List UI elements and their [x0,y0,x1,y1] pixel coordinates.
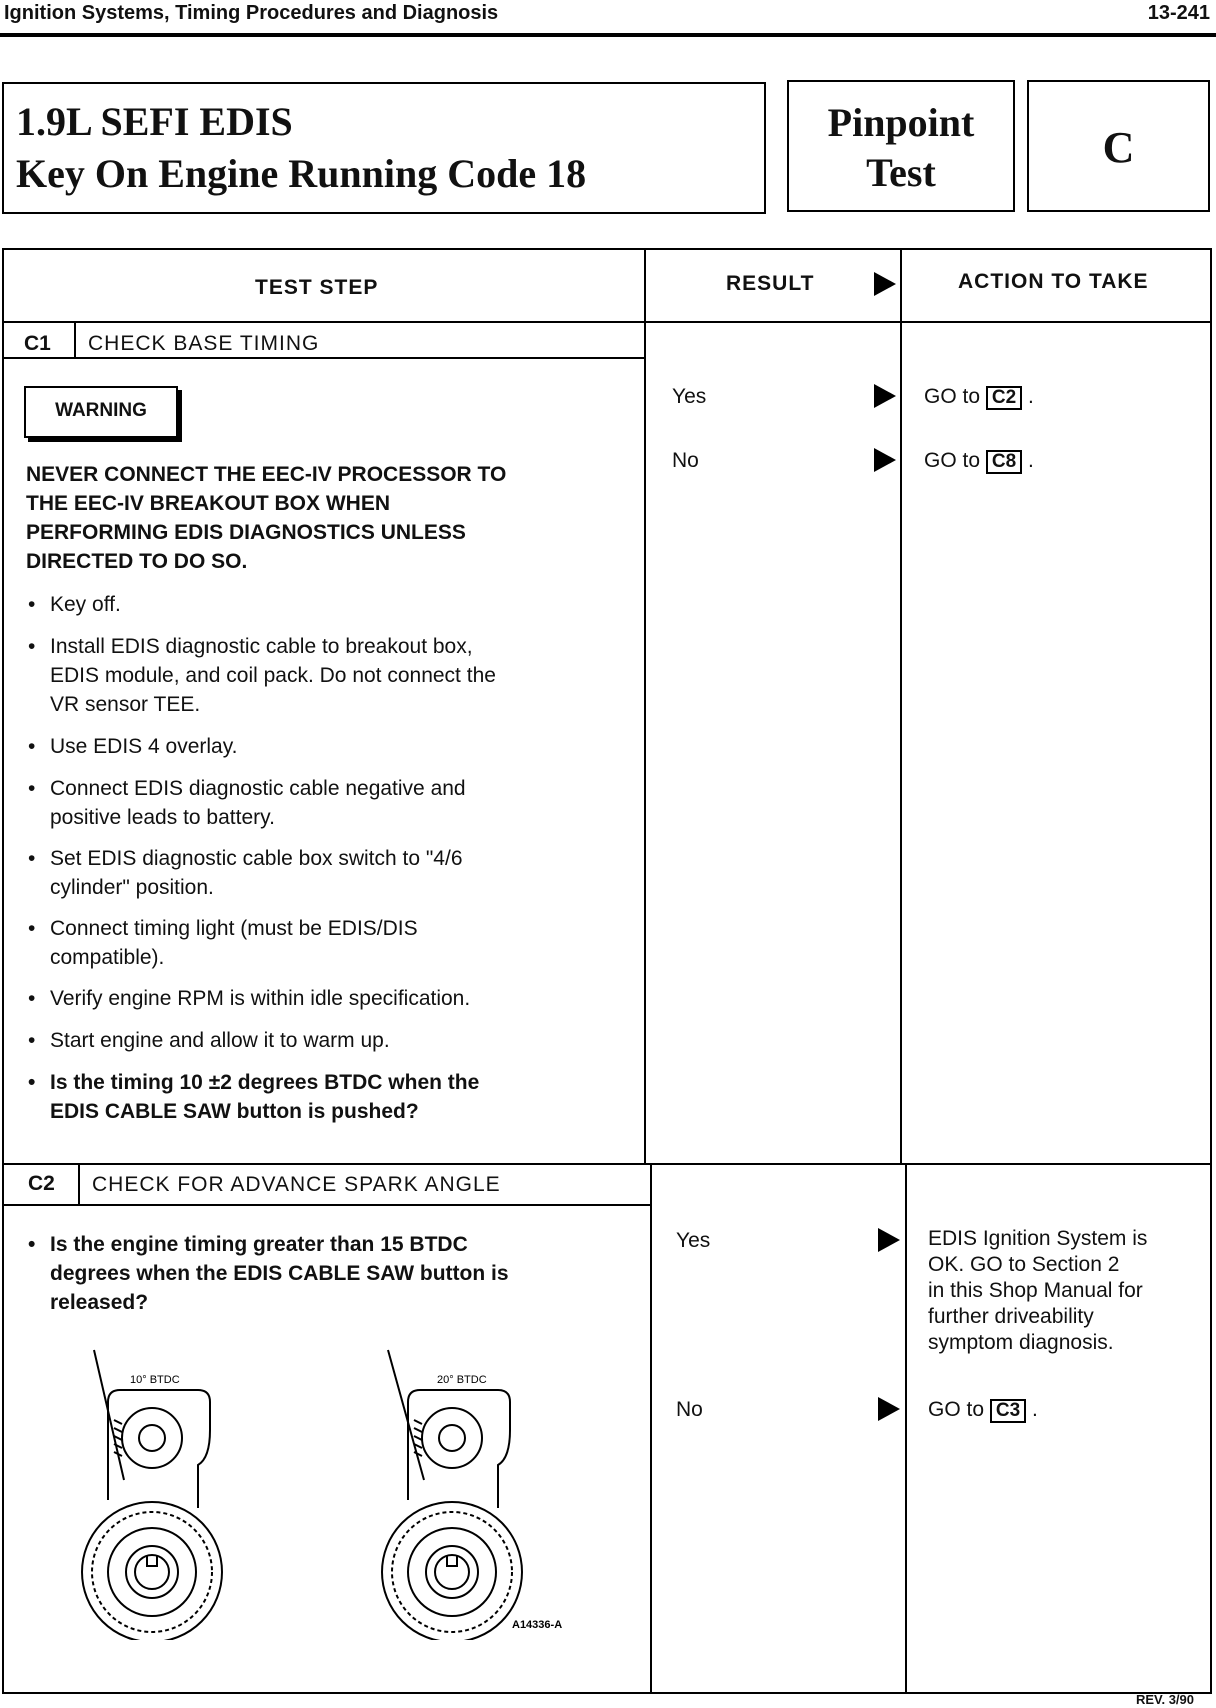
bullet-text: compatible). [50,946,165,969]
warning-text [26,460,506,576]
bullet-text: • Start engine and allow it to warm up. [50,1029,390,1052]
result-no-c2: No [676,1398,703,1421]
step-title-c2: CHECK FOR ADVANCE SPARK ANGLE [92,1173,501,1196]
result-arrow-icon [874,384,896,408]
warning-line: NEVER CONNECT THE EEC-IV PROCESSOR TO [26,463,507,486]
figure-code: A14336-A [512,1619,563,1631]
action-text: symptom diagnosis. [928,1331,1114,1354]
bullet-text: • Verify engine RPM is within idle specification. [50,987,471,1010]
action-c2-yes [928,1226,1147,1356]
warning-box [24,386,178,438]
list-item [28,1026,390,1055]
section-title: Ignition Systems, Timing Procedures and Diagnosis [4,2,499,24]
figure-label-10: 10° BTDC [130,1374,180,1386]
step-ref-c3[interactable]: C3 [990,1399,1026,1423]
action-text: further driveability [928,1305,1094,1328]
action-text: GO to [928,1398,985,1421]
warning-line: PERFORMING EDIS DIAGNOSTICS UNLESS [26,521,466,544]
list-item [28,1230,509,1317]
bullet-text: • Is the engine timing greater than 15 BTDC [50,1233,468,1256]
step-title-c1: CHECK BASE TIMING [88,332,320,355]
result-arrow-icon [874,448,896,472]
header-rule [0,33,1216,37]
divider [900,248,902,1163]
result-header: RESULT [726,272,815,295]
divider [650,1165,652,1694]
result-arrow-icon [878,1228,900,1252]
test-letter-box [1027,80,1210,212]
bullet-text: • Is the timing 10 ±2 degrees BTDC when the [50,1071,480,1094]
action-text: in this Shop Manual for [928,1279,1143,1302]
bullet-text: degrees when the EDIS CABLE SAW button is [50,1262,509,1285]
test-letter: C [1102,123,1135,172]
action-suffix: . [1028,385,1034,408]
result-arrow-icon [878,1397,900,1421]
warning-line: DIRECTED TO DO SO. [26,550,248,573]
action-c1-yes [924,382,1034,411]
action-text: OK. GO to Section 2 [928,1253,1120,1276]
bullet-text: • Connect timing light (must be EDIS/DIS [50,917,418,940]
result-yes-c1: Yes [672,385,707,408]
bullet-text: VR sensor TEE. [50,693,201,716]
bullet-text: • Use EDIS 4 overlay. [50,735,238,758]
test-label: Test [866,150,936,195]
title-line-2: Key On Engine Running Code 18 [16,151,587,196]
action-header: ACTION TO TAKE [958,270,1149,293]
pinpoint-label: Pinpoint [827,100,975,145]
step-ref-c2[interactable]: C2 [986,386,1022,410]
action-c1-no [924,446,1034,475]
bullet-text: • Set EDIS diagnostic cable box switch to "4/6 [50,847,463,870]
warning-line: THE EEC-IV BREAKOUT BOX WHEN [26,492,391,515]
divider [2,1204,650,1206]
divider [74,321,76,357]
list-item [28,914,418,972]
timing-diagram-10-btdc [82,1350,222,1640]
bullet-text: • Connect EDIS diagnostic cable negative and [50,777,466,800]
warning-label: WARNING [55,400,147,421]
page-number: 13-241 [1147,2,1210,24]
result-no-c1: No [672,449,699,472]
step-ref-c8[interactable]: C8 [986,450,1022,474]
list-item [28,590,121,619]
step-id-c2: C2 [28,1172,55,1195]
result-yes-c2: Yes [676,1229,711,1252]
divider [644,248,646,1163]
pinpoint-test-box [787,80,1015,212]
bullet-text: cylinder" position. [50,876,214,899]
title-line-1: 1.9L SEFI EDIS [16,99,293,144]
divider [905,1165,907,1694]
step-id-c1: C1 [24,332,51,355]
timing-diagram-20-btdc [382,1350,522,1640]
bullet-text: EDIS CABLE SAW button is pushed? [50,1100,419,1123]
figure-label-20: 20° BTDC [437,1374,487,1386]
list-item [28,632,496,719]
timing-illustration [80,1340,620,1640]
bullet-text: released? [50,1291,149,1314]
list-item [28,732,238,761]
list-item [28,844,463,902]
action-text: GO to [924,385,981,408]
action-suffix: . [1028,449,1034,472]
title-box [2,82,766,214]
divider [2,1163,1212,1165]
divider [78,1163,80,1204]
action-text: EDIS Ignition System is [928,1227,1148,1250]
action-c2-no [928,1395,1038,1424]
list-item [28,774,466,832]
list-item [28,984,470,1013]
revision-label: REV. 3/90 [1135,1692,1194,1707]
list-item [28,1068,479,1126]
action-suffix: . [1032,1398,1038,1421]
bullet-text: EDIS module, and coil pack. Do not connect the [50,664,496,687]
bullet-text: • Key off. [50,593,121,616]
result-arrow-icon [874,272,896,296]
test-step-header: TEST STEP [255,276,379,299]
bullet-text: • Install EDIS diagnostic cable to breakout box, [50,635,473,658]
action-text: GO to [924,449,981,472]
divider [2,321,1212,323]
bullet-text: positive leads to battery. [50,806,275,829]
